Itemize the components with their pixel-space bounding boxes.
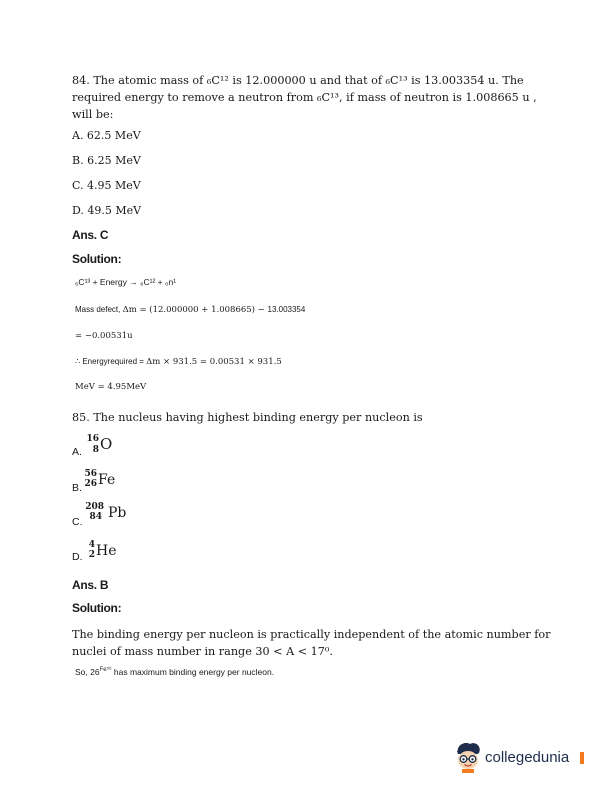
q85-option-d-letter: D. — [72, 551, 83, 563]
q84-option-c: C. 4.95 MeV — [72, 179, 141, 192]
option-d-symbol: He — [96, 543, 117, 559]
option-a-mass: 16 — [86, 434, 99, 444]
q85-option-a-letter: A. — [72, 446, 82, 458]
option-d-atomic: 2 — [88, 550, 95, 560]
mass-defect-tail: 13.003354 — [267, 305, 306, 314]
option-a-atomic: 8 — [92, 445, 99, 455]
option-c-symbol: Pb — [108, 505, 127, 521]
option-a-symbol: O — [100, 435, 113, 453]
q85-sol-line1: The binding energy per nucleon is practically independent of the atomic number for — [72, 628, 551, 641]
q84-line1: 84. The atomic mass of ₆C¹² is 12.000000 u and that of ₆C¹³ is 13.003354 u. The — [72, 74, 524, 87]
q85-conclusion — [75, 667, 274, 677]
brand-name: collegedunia — [485, 749, 570, 766]
option-b-atomic: 26 — [84, 479, 97, 489]
q85-solution-label: Solution: — [72, 601, 122, 615]
q85-option-b-nuclide — [84, 469, 116, 489]
q84-energy-result: MeV = 4.95MeV — [75, 382, 147, 392]
q84-mass-defect-result: = −0.00531u — [75, 331, 133, 341]
q84-option-a: A. 62.5 MeV — [72, 129, 141, 142]
option-b-mass: 56 — [84, 469, 97, 479]
q85-option-c-nuclide — [85, 502, 127, 522]
q85-option-d-nuclide — [88, 540, 117, 560]
energy-label: ∴ Energyrequired = — [75, 357, 147, 366]
q84-text — [72, 72, 537, 123]
mass-defect-label: Mass defect, — [75, 305, 123, 314]
q84-line3: will be: — [72, 108, 114, 121]
q85-text: 85. The nucleus having highest binding energy per nucleon is — [72, 411, 423, 424]
q85-option-c-letter: C. — [72, 516, 83, 528]
q85-answer: Ans. B — [72, 578, 109, 592]
q84-line2: required energy to remove a neutron from ₆C¹³, if mass of neutron is 1.008665 u , — [72, 91, 537, 104]
mascot-icon — [453, 741, 483, 773]
conclusion-suffix: has maximum binding energy per nucleon. — [111, 667, 275, 677]
energy-expr: Δm × 931.5 = 0.00531 × 931.5 — [146, 357, 282, 367]
q85-sol-line2: nuclei of mass number in range 30 < A < 17⁰. — [72, 645, 333, 658]
option-d-mass: 4 — [88, 540, 95, 550]
conclusion-element: Fe⁵⁶ — [99, 667, 112, 674]
mass-defect-expr: Δm = (12.000000 + 1.008665) − — [122, 305, 268, 315]
q84-reaction: ₆C¹³ + Energy → ₆C¹² + ₀n¹ — [75, 277, 177, 287]
q85-option-b-letter: B. — [72, 482, 82, 494]
conclusion-prefix: So, 26 — [75, 667, 100, 677]
q84-option-b: B. 6.25 MeV — [72, 154, 141, 167]
option-c-mass: 208 — [85, 502, 104, 512]
q84-option-d: D. 49.5 MeV — [72, 204, 142, 217]
q84-answer: Ans. C — [72, 228, 109, 242]
q84-energy-required — [75, 357, 282, 367]
q84-mass-defect — [75, 305, 305, 315]
collegedunia-logo — [453, 741, 588, 775]
option-b-symbol: Fe — [98, 472, 116, 488]
q85-solution-text — [72, 626, 550, 660]
brand-accent-bar — [580, 752, 584, 764]
option-c-atomic: 84 — [89, 512, 102, 522]
q84-solution-label: Solution: — [72, 252, 122, 266]
q85-option-a-nuclide — [86, 434, 113, 455]
